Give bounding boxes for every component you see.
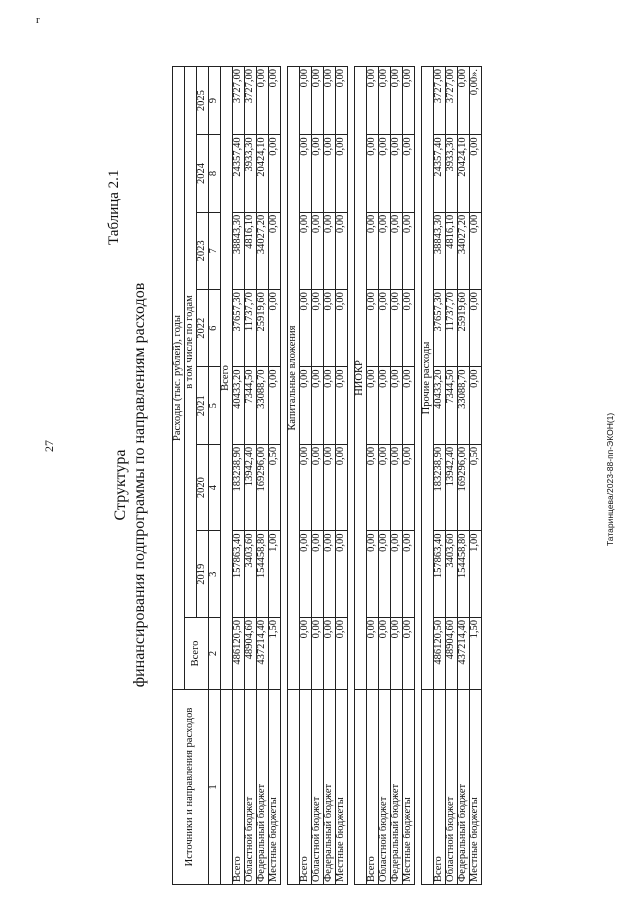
section-title-row <box>422 67 434 885</box>
row-label: Областной бюджет <box>379 690 391 885</box>
row-label: Федеральный бюджет <box>324 690 336 885</box>
value-cell: 0,00 <box>379 212 391 289</box>
row-label: Федеральный бюджет <box>458 690 470 885</box>
column-number: 6 <box>209 290 221 367</box>
value-cell: 24357,40 <box>434 135 446 212</box>
value-cell: 0,00 <box>379 444 391 531</box>
value-cell: 0,00 <box>269 367 281 444</box>
side-note: Татаринцева/2023-88-пп-ЭКОН(1) <box>605 412 615 546</box>
value-cell: 0,00 <box>470 290 482 367</box>
row-label: Всего <box>367 690 379 885</box>
value-cell: 0,00 <box>367 531 379 618</box>
value-cell: 40433,20 <box>434 367 446 444</box>
value-cell: 3403,60 <box>446 531 458 618</box>
gap-cell <box>348 67 355 885</box>
value-cell: 0,00 <box>391 135 403 212</box>
rotated-content <box>106 65 512 885</box>
value-cell: 37657,30 <box>233 290 245 367</box>
value-cell: 0,00». <box>470 67 482 135</box>
value-cell: 0,00 <box>312 135 324 212</box>
value-cell: 37657,30 <box>434 290 446 367</box>
row-label: Всего <box>434 690 446 885</box>
value-cell: 0,00 <box>300 212 312 289</box>
table-row <box>470 67 482 885</box>
value-cell: 0,00 <box>470 135 482 212</box>
value-cell: 0,00 <box>300 67 312 135</box>
value-cell: 0,00 <box>312 212 324 289</box>
value-cell: 33088,70 <box>257 367 269 444</box>
row-label: Областной бюджет <box>245 690 257 885</box>
column-number: 9 <box>209 67 221 135</box>
value-cell: 0,00 <box>391 444 403 531</box>
table-row <box>300 67 312 885</box>
value-cell: 3933,30 <box>446 135 458 212</box>
value-cell: 0,00 <box>336 135 348 212</box>
gap-cell <box>415 67 422 885</box>
value-cell: 0,00 <box>367 367 379 444</box>
row-label: Областной бюджет <box>446 690 458 885</box>
row-label: Федеральный бюджет <box>257 690 269 885</box>
value-cell: 3403,60 <box>245 531 257 618</box>
column-number: 8 <box>209 135 221 212</box>
value-cell: 13942,40 <box>245 444 257 531</box>
value-cell: 0,00 <box>324 444 336 531</box>
value-cell: 437214,40 <box>458 618 470 690</box>
row-label: Местные бюджеты <box>403 690 415 885</box>
table-row <box>233 67 245 885</box>
section-title: НИОКР <box>355 67 367 690</box>
value-cell: 0,00 <box>269 135 281 212</box>
value-cell: 0,00 <box>458 67 470 135</box>
section-title-row <box>288 67 300 885</box>
value-cell: 3727,00 <box>446 67 458 135</box>
value-cell: 0,00 <box>367 212 379 289</box>
value-cell: 0,00 <box>403 367 415 444</box>
value-cell: 0,00 <box>300 367 312 444</box>
value-cell: 183238,90 <box>434 444 446 531</box>
value-cell: 38843,30 <box>233 212 245 289</box>
value-cell: 0,00 <box>324 67 336 135</box>
table-row <box>458 67 470 885</box>
value-cell: 7344,50 <box>446 367 458 444</box>
table-row <box>446 67 458 885</box>
value-cell: 0,00 <box>324 212 336 289</box>
value-cell: 0,00 <box>403 135 415 212</box>
column-number: 7 <box>209 212 221 289</box>
section-title-row <box>221 67 233 885</box>
year-header: 2021 <box>197 367 209 444</box>
table-row <box>245 67 257 885</box>
table-row <box>379 67 391 885</box>
value-cell: 0,00 <box>367 67 379 135</box>
value-cell: 0,00 <box>336 618 348 690</box>
header-total: Всего <box>185 618 209 690</box>
blank-cell <box>221 690 233 885</box>
value-cell: 7344,50 <box>245 367 257 444</box>
value-cell: 0,00 <box>470 367 482 444</box>
year-header: 2019 <box>197 531 209 618</box>
value-cell: 0,00 <box>403 618 415 690</box>
value-cell: 0,00 <box>367 618 379 690</box>
value-cell: 34027,20 <box>458 212 470 289</box>
value-cell: 437214,40 <box>257 618 269 690</box>
value-cell: 11737,70 <box>446 290 458 367</box>
value-cell: 4816,10 <box>446 212 458 289</box>
value-cell: 20424,10 <box>257 135 269 212</box>
value-cell: 157863,40 <box>233 531 245 618</box>
value-cell: 0,00 <box>336 367 348 444</box>
value-cell: 0,00 <box>403 290 415 367</box>
value-cell: 0,00 <box>300 135 312 212</box>
blank-cell <box>422 690 434 885</box>
value-cell: 0,00 <box>379 618 391 690</box>
value-cell: 0,00 <box>391 67 403 135</box>
value-cell: 34027,20 <box>257 212 269 289</box>
value-cell: 0,00 <box>336 531 348 618</box>
value-cell: 0,00 <box>300 618 312 690</box>
value-cell: 0,50 <box>269 444 281 531</box>
table-row <box>257 67 269 885</box>
header-by-years: в том числе по годам <box>185 67 197 618</box>
section-gap <box>281 67 288 885</box>
year-header: 2023 <box>197 212 209 289</box>
value-cell: 0,00 <box>269 212 281 289</box>
value-cell: 0,00 <box>324 135 336 212</box>
column-number: 4 <box>209 444 221 531</box>
value-cell: 0,00 <box>403 212 415 289</box>
value-cell: 0,00 <box>403 67 415 135</box>
value-cell: 1,50 <box>269 618 281 690</box>
table-row <box>269 67 281 885</box>
value-cell: 157863,40 <box>434 531 446 618</box>
value-cell: 40433,20 <box>233 367 245 444</box>
value-cell: 0,00 <box>367 135 379 212</box>
year-header: 2022 <box>197 290 209 367</box>
row-label: Областной бюджет <box>312 690 324 885</box>
value-cell: 0,00 <box>269 67 281 135</box>
value-cell: 0,00 <box>336 212 348 289</box>
table-row <box>367 67 379 885</box>
value-cell: 3727,00 <box>434 67 446 135</box>
column-number: 1 <box>209 690 221 885</box>
value-cell: 0,00 <box>470 212 482 289</box>
gap-cell <box>281 67 288 885</box>
row-label: Местные бюджеты <box>470 690 482 885</box>
blank-cell <box>288 690 300 885</box>
header-expenses: Расходы (тыс. рублей), годы <box>173 67 185 690</box>
table-row <box>312 67 324 885</box>
value-cell: 13942,40 <box>446 444 458 531</box>
value-cell: 0,00 <box>324 367 336 444</box>
value-cell: 0,00 <box>257 67 269 135</box>
value-cell: 20424,10 <box>458 135 470 212</box>
table-row <box>336 67 348 885</box>
value-cell: 0,00 <box>336 290 348 367</box>
table-row <box>434 67 446 885</box>
value-cell: 0,00 <box>379 531 391 618</box>
table-row <box>324 67 336 885</box>
value-cell: 3933,30 <box>245 135 257 212</box>
row-label: Местные бюджеты <box>336 690 348 885</box>
blank-cell <box>355 690 367 885</box>
financing-table <box>172 66 482 885</box>
section-title: Капитальные вложения <box>288 67 300 690</box>
value-cell: 0,00 <box>403 531 415 618</box>
value-cell: 0,00 <box>379 67 391 135</box>
row-label: Всего <box>233 690 245 885</box>
value-cell: 0,00 <box>367 444 379 531</box>
value-cell: 48904,60 <box>446 618 458 690</box>
column-number: 3 <box>209 531 221 618</box>
row-label: Местные бюджеты <box>269 690 281 885</box>
value-cell: 0,00 <box>312 290 324 367</box>
year-header: 2025 <box>197 67 209 135</box>
value-cell: 24357,40 <box>233 135 245 212</box>
value-cell: 183238,90 <box>233 444 245 531</box>
row-label: Федеральный бюджет <box>391 690 403 885</box>
value-cell: 0,00 <box>379 290 391 367</box>
value-cell: 169296,00 <box>257 444 269 531</box>
value-cell: 0,00 <box>269 290 281 367</box>
title-line-2: финансирования подпрограммы по направлениям расходов <box>131 282 148 688</box>
value-cell: 0,00 <box>367 290 379 367</box>
value-cell: 154458,80 <box>257 531 269 618</box>
value-cell: 0,00 <box>403 444 415 531</box>
value-cell: 3727,00 <box>245 67 257 135</box>
section-gap <box>348 67 355 885</box>
value-cell: 0,00 <box>324 290 336 367</box>
value-cell: 1,00 <box>269 531 281 618</box>
value-cell: 0,00 <box>379 367 391 444</box>
value-cell: 38843,30 <box>434 212 446 289</box>
value-cell: 0,00 <box>300 444 312 531</box>
header-row-1 <box>173 67 185 885</box>
row-label: Всего <box>300 690 312 885</box>
value-cell: 3727,00 <box>233 67 245 135</box>
value-cell: 0,00 <box>379 135 391 212</box>
value-cell: 0,00 <box>336 444 348 531</box>
table-number: Таблица 2.1 <box>106 169 122 245</box>
value-cell: 48904,60 <box>245 618 257 690</box>
value-cell: 0,00 <box>312 531 324 618</box>
value-cell: 0,00 <box>391 531 403 618</box>
value-cell: 0,00 <box>391 290 403 367</box>
value-cell: 11737,70 <box>245 290 257 367</box>
section-title: Всего <box>221 67 233 690</box>
value-cell: 486120,50 <box>434 618 446 690</box>
page-number: 27 <box>42 440 56 452</box>
column-number: 2 <box>209 618 221 690</box>
value-cell: 0,00 <box>336 67 348 135</box>
value-cell: 0,00 <box>391 367 403 444</box>
value-cell: 0,50 <box>470 444 482 531</box>
value-cell: 0,00 <box>312 367 324 444</box>
value-cell: 0,00 <box>391 212 403 289</box>
value-cell: 486120,50 <box>233 618 245 690</box>
table-row <box>403 67 415 885</box>
title-line-1: Структура <box>112 449 129 521</box>
value-cell: 0,00 <box>312 67 324 135</box>
value-cell: 25919,60 <box>458 290 470 367</box>
column-numbers-row <box>209 67 221 885</box>
section-title-row <box>355 67 367 885</box>
value-cell: 154458,80 <box>458 531 470 618</box>
year-header: 2024 <box>197 135 209 212</box>
table-row <box>391 67 403 885</box>
header-source: Источники и направления расходов <box>173 690 209 885</box>
value-cell: 1,50 <box>470 618 482 690</box>
value-cell: 4816,10 <box>245 212 257 289</box>
value-cell: 0,00 <box>324 618 336 690</box>
section-title: Прочие расходы <box>422 67 434 690</box>
corner-mark: r <box>36 14 40 26</box>
value-cell: 0,00 <box>324 531 336 618</box>
section-gap <box>415 67 422 885</box>
value-cell: 1,00 <box>470 531 482 618</box>
value-cell: 0,00 <box>391 618 403 690</box>
value-cell: 0,00 <box>300 531 312 618</box>
value-cell: 0,00 <box>312 444 324 531</box>
value-cell: 169296,00 <box>458 444 470 531</box>
value-cell: 33088,70 <box>458 367 470 444</box>
year-header: 2020 <box>197 444 209 531</box>
value-cell: 0,00 <box>300 290 312 367</box>
value-cell: 0,00 <box>312 618 324 690</box>
column-number: 5 <box>209 367 221 444</box>
value-cell: 25919,60 <box>257 290 269 367</box>
